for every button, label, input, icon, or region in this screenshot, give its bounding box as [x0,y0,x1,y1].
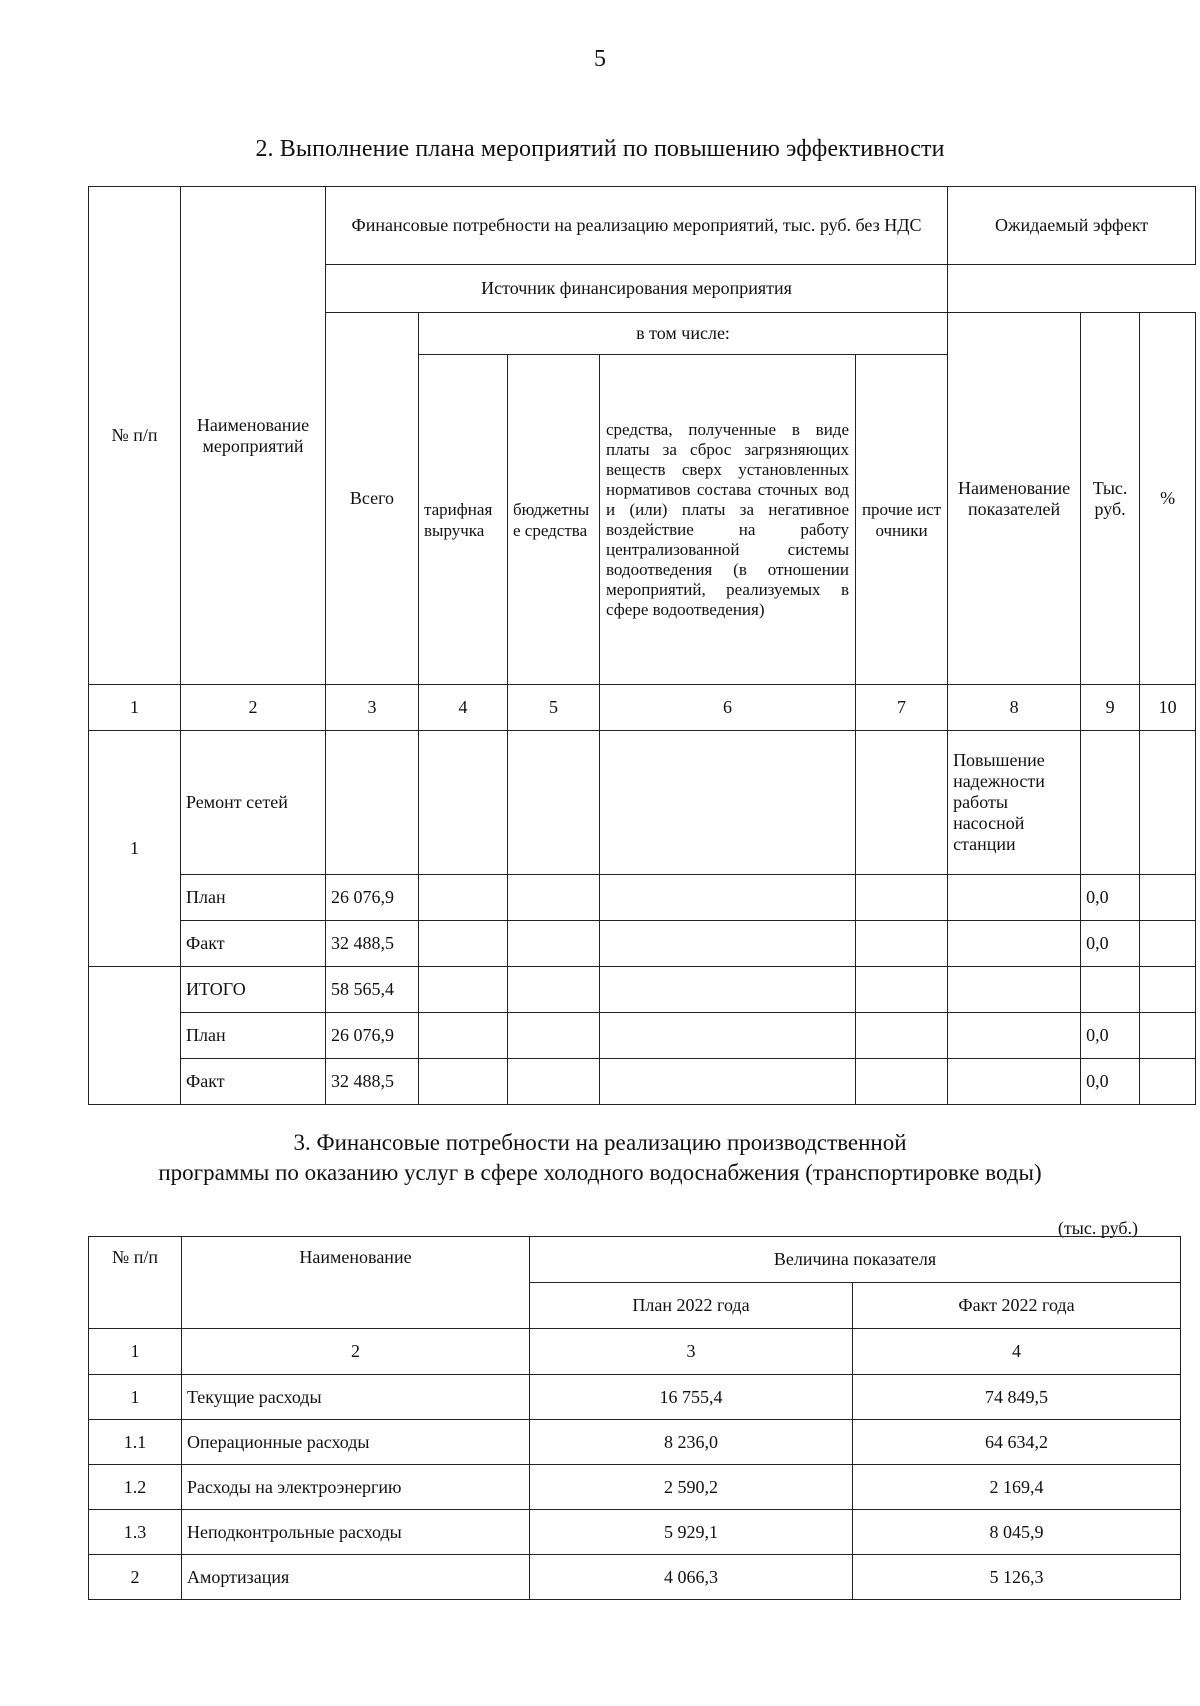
colnum: 1 [89,685,181,731]
t3-header-name: Наименование [182,1237,530,1329]
t3-row-fact: 5 126,3 [853,1555,1181,1600]
header-other: прочие источники [856,355,948,685]
header-effect: Ожидаемый эффект [948,187,1196,265]
colnum: 10 [1140,685,1196,731]
header-tariff: тарифная выручка [419,355,508,685]
total-value: 58 565,4 [326,967,419,1013]
row-num: 1 [89,731,181,967]
t3-row-plan: 16 755,4 [530,1375,853,1420]
t3-row-num: 2 [89,1555,182,1600]
page-number: 5 [594,46,606,72]
header-name: Наименование мероприятий [181,187,326,685]
t3-row-fact: 64 634,2 [853,1420,1181,1465]
colnum: 8 [948,685,1081,731]
t3-row-plan: 4 066,3 [530,1555,853,1600]
t3-header-value: Величина показателя [530,1237,1181,1283]
total-fact-label: Факт [181,1059,326,1105]
header-thous: Тыс. руб. [1081,313,1140,685]
total-label: ИТОГО [181,967,326,1013]
t3-row-num: 1.3 [89,1510,182,1555]
colnum: 7 [856,685,948,731]
colnum: 2 [181,685,326,731]
fact-label: Факт [181,921,326,967]
fact-total: 32 488,5 [326,921,419,967]
t3-colnum: 2 [182,1329,530,1375]
t3-colnum: 4 [853,1329,1181,1375]
efficiency-plan-table [88,186,1196,1105]
header-percent: % [1140,313,1196,685]
row-indicator: Повышение надежности работы насосной станции [948,731,1081,875]
row-name: Ремонт сетей [181,731,326,875]
t3-row-num: 1 [89,1375,182,1420]
header-budget: бюджетные средства [508,355,600,685]
total-plan-value: 26 076,9 [326,1013,419,1059]
t3-row-name: Операционные расходы [182,1420,530,1465]
colnum: 9 [1081,685,1140,731]
t3-row-fact: 74 849,5 [853,1375,1181,1420]
t3-row-num: 1.2 [89,1465,182,1510]
colnum: 3 [326,685,419,731]
total-fact-thous: 0,0 [1081,1059,1140,1105]
t3-row-name: Текущие расходы [182,1375,530,1420]
t3-row-plan: 8 236,0 [530,1420,853,1465]
header-incl: в том числе: [419,313,948,355]
t3-row-fact: 2 169,4 [853,1465,1181,1510]
t3-row-plan: 5 929,1 [530,1510,853,1555]
total-fact-value: 32 488,5 [326,1059,419,1105]
header-funds: средства, полученные в виде платы за сброс загрязняющих веществ сверх установленных нормативов состава сточных вод и (или) платы за негативное воздействие на работу централизованной системы водоотведения (в отношении мероприятий, реализуемых в сфере водоотведения) [600,355,856,685]
t3-row-num: 1.1 [89,1420,182,1465]
header-num: № п/п [89,187,181,685]
colnum: 4 [419,685,508,731]
header-total: Всего [326,313,419,685]
t3-header-plan: План 2022 года [530,1283,853,1329]
section-3-title [0,1128,1200,1188]
t3-header-num: № п/п [89,1237,182,1329]
plan-total: 26 076,9 [326,875,419,921]
header-fin-needs: Финансовые потребности на реализацию мероприятий, тыс. руб. без НДС [326,187,948,265]
t3-row-fact: 8 045,9 [853,1510,1181,1555]
t3-row-name: Амортизация [182,1555,530,1600]
t3-colnum: 3 [530,1329,853,1375]
colnum: 6 [600,685,856,731]
total-plan-label: План [181,1013,326,1059]
section-3-title-line2: программы по оказанию услуг в сфере холодного водоснабжения (транспортировке воды) [158,1160,1042,1185]
colnum: 5 [508,685,600,731]
header-indicator: Наименование показателей [948,313,1081,685]
units-label: (тыс. руб.) [1057,1218,1138,1238]
section-2-title: 2. Выполнение плана мероприятий по повышению эффективности [255,136,945,162]
financial-needs-table [88,1236,1181,1600]
fact-thous: 0,0 [1081,921,1140,967]
t3-row-name: Неподконтрольные расходы [182,1510,530,1555]
plan-label: План [181,875,326,921]
section-3-title-line1: 3. Финансовые потребности на реализацию производственной [293,1130,907,1155]
t3-row-name: Расходы на электроэнергию [182,1465,530,1510]
t3-colnum: 1 [89,1329,182,1375]
plan-thous: 0,0 [1081,875,1140,921]
t3-row-plan: 2 590,2 [530,1465,853,1510]
t3-header-fact: Факт 2022 года [853,1283,1181,1329]
header-source: Источник финансирования мероприятия [326,265,948,313]
total-plan-thous: 0,0 [1081,1013,1140,1059]
